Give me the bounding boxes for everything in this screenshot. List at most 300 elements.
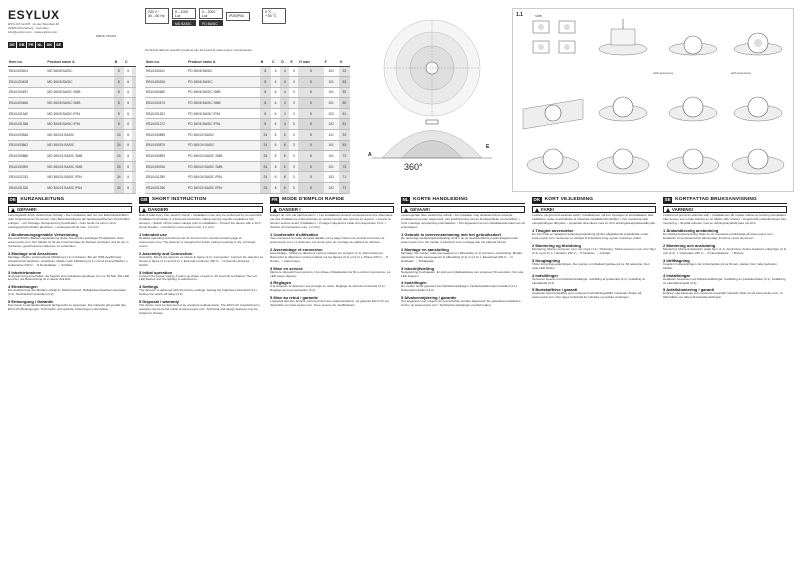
table-row [145,87,350,98]
table-cell: EB10431289 [145,172,187,183]
ceiling-mount-4 [734,97,782,121]
column-title: KORTFATTAD BRUKSANVISNING [675,197,757,202]
language-code: FR [271,196,278,202]
language-code: DK [533,196,541,202]
table-row [8,108,136,119]
table-cell: EB10430466 [8,98,46,109]
section-text: Connect the power supply. A warm-up phase of approx. 60 seconds is initiated. The red LED flashes and the lighting is switched on. [139,273,257,282]
section-heading: 3 Initial operation [139,269,173,275]
table-cell: EB10430862 [8,140,46,151]
column-header [8,196,132,204]
junction-box [533,21,575,53]
table-cell: 101 [324,140,339,151]
table-header: Product name A [187,58,260,66]
table-cell: PD 360/24 BASIC [187,140,260,151]
table-cell: PD 360/8 BASIC SMB [187,98,260,109]
table-cell: PD 360/24 BASIC SMB [187,151,260,162]
table-cell: 4 [280,98,289,109]
table-cell: 6 [124,119,132,130]
table-cell: 3 [289,151,298,162]
language-code: NL [37,43,43,47]
language-column-nl [401,196,525,562]
table-cell: 5 [298,140,324,151]
brand-logo: ESYLUX [8,8,60,22]
warning-icon [273,208,277,212]
table-cell: 33 [339,87,350,98]
section-heading: 2 Montage und Anschluss [8,250,58,256]
table-cell: MD 360/24 BASIC IP54 [46,183,113,194]
warning-bar [401,206,525,213]
table-cell: MD 360/8 BASIC SMB [46,87,113,98]
table-cell: 53 [339,77,350,88]
dimension-label-a: A [368,152,372,158]
section-text: Netzspannung einschalten. Es beginnt eine Initialisierungsphase von ca. 60 Sek. Die LED leuchtet, die Beleuchtung ist in dieser Zeit EIN. [8,273,130,282]
section-heading: 5 Disposal / warranty [139,299,180,305]
table-cell: 6 [271,108,280,119]
section-heading: 5 Mise au rebut / garantie [270,295,319,301]
section-text: Sensoren leveres med fabriksindstillinger. Indstilling af lystærskel (3.1). Indstilling af efterløbstid (3.2). [532,276,645,285]
product-table-md [8,58,136,194]
table-cell: 4 [280,77,289,88]
table-cell: 24 [260,151,271,162]
table-cell: 6 [271,66,280,77]
table-header: F [324,58,339,66]
warning-text: FARE! [541,207,555,212]
language-column-se [663,196,787,562]
table-cell: PD 360/24 BASIC [187,130,260,141]
column-header [401,196,525,204]
warning-text: GEVAAR! [410,207,430,212]
table-cell [132,87,136,98]
section-heading: 2 Montering og tilslutning [532,242,581,248]
section-text: Risk of fatal injury from electric shock! • Installation must only be performed by an electrical installation technician or a licensed electrician, taking country-specific regulations into account. • Switch off the mains voltage prior to installation. • Protect the device with a 10 A circuit breaker. • Conductor cross-section max. 1.2 mm². [139,213,262,229]
section-heading: 2 Assembly and Connection [139,250,193,256]
section-heading: 1 Tilsigtet anvendelse [532,227,574,233]
table-cell: 6 [124,66,132,77]
table-cell: EB10430848 [8,130,46,141]
table-row [145,151,350,162]
dimension-label-e: E [486,144,490,150]
table-cell: 6 [124,108,132,119]
table-cell: 101 [324,130,339,141]
table-cell: MD 360/24 BASIC SMB [46,151,113,162]
ceiling-mount-5 [527,149,579,174]
section-heading: 1 Ändamålsenlig användning [663,227,719,233]
table-cell: 6 [280,183,289,194]
table-cell: 6 [280,161,289,172]
table-cell: 71 [339,183,350,194]
mounting-step-3 [734,33,782,55]
table-cell: 8 [260,87,271,98]
spec-variant-a: MD BASIC [172,20,196,26]
table-cell [132,108,136,119]
table-row [8,172,136,183]
table-header: C [271,58,280,66]
section-heading: 3 Inbetriebnahme [8,269,42,275]
table-cell: 8 [260,108,271,119]
warning-text: DANGER! [148,207,169,212]
table-cell: EB10431326 [8,183,46,194]
table-cell: EB10430480 [145,87,187,98]
table-cell: 24 [114,130,124,141]
column-body [8,214,132,312]
table-cell: 8 [124,172,132,183]
section-heading: 1 Conformité d'utilisation [270,231,319,237]
address-line: 22926 Ahrensburg · Germany [8,26,49,31]
section-text: Vous trouverez le mode d'emploi détaillé sur la page internet du produit concerné sur www.esylux.com. Le détecteur est conçu pour un montage au plafond en intérieur. [270,235,385,244]
table-cell: 102 [324,108,339,119]
section-text: De uitvoerige bedieningshandleiding vindt u op de desbetreffende productpagina onder www.esylux.com. De melder is bestemd voor montage aan het plafond binnen. [401,235,519,244]
table-cell: 24 [260,140,271,151]
table-row [145,119,350,130]
table-cell: 6 [271,77,280,88]
table-cell: 3 [289,66,298,77]
section-heading: 2 Montering och anslutning [663,242,716,248]
table-cell: 5 [298,172,324,183]
table-cell: 8 [114,66,124,77]
table-cell: PD 360/8 BASIC SMB [187,87,260,98]
table-cell: 3 [289,77,298,88]
section-text: Montering: Monter sensoren som vist i figur (1.1). Tilslutning: Tilslut sensoren som vist i figur (2.1) og (2.2). L Yderleder 230 V~ · N Nulleder · ↓ Kontakt. [532,246,656,255]
table-cell: 24 [114,183,124,194]
table-row [145,66,350,77]
warning-icon [11,208,15,212]
table-cell: 5 [298,77,324,88]
table-cell: 3 [289,161,298,172]
table-cell: 24 [114,161,124,172]
language-code: NL [402,196,409,202]
table-cell: 5 [298,130,324,141]
table-cell: 6 [280,130,289,141]
table-cell: 51 [339,108,350,119]
language-code: DE [9,43,15,47]
column-header [663,196,787,204]
column-title: KORT VEJLEDNING [544,197,594,202]
section-heading: 4 Réglages [270,280,292,286]
spec-ip: IP20/IP54 [226,12,250,21]
ceiling-mount-3 [669,97,717,121]
column-title: MODE D'EMPLOI RAPIDE [282,197,345,202]
column-header [270,196,394,204]
table-cell: MD 360/8 BASIC IP54 [46,119,113,130]
address-block [8,22,78,34]
table-cell: 5 [298,151,324,162]
table-cell: 3 [289,140,298,151]
section-text: Das Gerät ist als Elektroaltgerät fachgerecht zu entsorgen. Die Garantie gilt gemäß den ESYLUX-Bedingungen. Technische und optische Änderungen vorbehalten. [8,303,127,312]
accessory-label: with accessory [653,71,674,75]
table-cell: 6 [271,119,280,130]
section-text: Detailed operating instructions can be found on the relevant product page at www.esylux.com. The detector is designed for indoor ceiling mounting in dry, enclosed rooms. [139,235,256,248]
detection-zone-side [372,120,492,158]
warning-bar [8,206,132,213]
section-text: Assemblage : Monter le détecteur comme indiqué sur la figure (1.1). Raccordement : Raccorder le détecteur comme indiqué sur les figures (2.1) et (2.2). L Phase 230 V~ · N Neutre · ↓ Interrupteur. [270,250,389,263]
table-cell: 3 [289,172,298,183]
section-text: The detector is delivered with the factory settings. Setting the brightness threshold (3.1). Setting the switch-off delay (3.2). [139,288,258,297]
table-cell: EB10430879 [145,140,187,151]
section-text: Mettre le dispositif sous tension. Une phase d'initialisation de 60 s environ commence. La LED rouge clignote. [270,269,391,278]
table-row [8,119,136,130]
table-header: Product name A [46,58,113,66]
table-cell: 3 [289,98,298,109]
section-heading: 3 Inbedrijfstelling [401,265,435,271]
table-cell: 8 [260,66,271,77]
table-row [145,108,350,119]
table-header: D [280,58,289,66]
table-cell: EB10431340 [8,108,46,119]
warning-bar [139,206,263,213]
column-body [270,214,394,308]
language-code: GB [140,196,148,202]
warning-icon [404,208,408,212]
warning-icon [535,208,539,212]
table-row [145,183,350,194]
section-heading: 5 Afvalverwijdering / garantie [401,295,457,301]
section-heading: 1 Gebruik in overeenstemming met het gebruiksdoel [401,231,501,237]
table-cell: 6 [124,98,132,109]
section-text: The device must be disposed of as unsorted residual waste. The ESYLUX manufacturer's warranty can be found online at www.esylux.com. Technical and design features may be subject to change. [139,303,260,316]
language-column-de [8,196,132,562]
section-text: À la livraison, le détecteur est préréglé en usine. Réglage du seuil de luminosité (3.1). Réglage de la temporisation (3.2). [270,284,386,293]
section-text: Apparatet skal bortskaffes som usorteret husholdningsaffald. Garantien findes på www.esylux.com. Der tages forbehold for tekniske og optiske ændringer. [532,291,642,300]
table-row [8,161,136,172]
table-cell: 51 [339,119,350,130]
column-title: KORTE HANDLEIDING [413,197,468,202]
spec-note: Technical data for specific products can be found at www.esylux.com/products [145,48,252,52]
section-text: De melder wordt geleverd met fabrieksinstellingen. Helderheidsdrempel instellen (3.1). Nalooptijd instellen (3.2). [401,284,518,293]
section-heading: 5 Avfallshantering / garanti [663,287,715,293]
table-cell: 5 [298,66,324,77]
table-cell: 8 [124,161,132,172]
warning-text: DANGER ! [279,207,301,212]
detection-zone-top [384,20,480,116]
table-row [8,130,136,141]
warning-icon [142,208,146,212]
section-heading: 3 Mise en service [270,265,303,271]
table-cell: EB10431296 [145,183,187,194]
table-cell: 6 [124,77,132,88]
table-cell: MD 360/24 BASIC [46,140,113,151]
ceiling-mount-7 [667,149,719,174]
table-cell: 8 [260,119,271,130]
table-cell: EB10430855 [145,130,187,141]
language-code: SE [664,196,671,202]
table-cell: 6 [271,98,280,109]
spec-lux-a: 5 – 1000 Lux [172,8,196,19]
table-cell: 102 [324,172,339,183]
table-row [8,87,136,98]
table-cell: 5 [298,161,324,172]
table-header: C [124,58,132,66]
table-cell: 4 [280,108,289,119]
table-cell [132,98,136,109]
section-text: Montering: Montera detektorn enligt figur (1.1). Anslutning: Anslut detektorn enligt figur (2.1) och (2.2). L Ytterledare 230 V~ · N Neutralledare · ↓ Brytare. [663,246,787,255]
installation-panel [512,8,794,192]
language-bar [8,42,63,48]
warning-bar [663,206,787,213]
table-header: E [289,58,298,66]
table-row [145,98,350,109]
table-cell: EB10431333 [8,172,46,183]
table-cell: 53 [339,140,350,151]
section-text: Livsfara på grund av elektrisk stöt! • Installationen får endast utföras av behörig elinstallatör eller person som under ledning av en sådan utför arbetet. • Koppla ifrån nätspänningen före montering. • Skydda enheten med en ledningsskyddsbrytare på 10 A. [663,213,787,225]
table-cell: EB10430404 [8,66,46,77]
table-cell: 5 [298,183,324,194]
table-cell [132,151,136,162]
section-text: L'appareil doit être éliminé conformément aux réglementations. La garantie ESYLUX est disponible sur www.esylux.com. Sous réserve de modifications. [270,299,389,308]
table-cell [132,66,136,77]
table-cell: 8 [114,108,124,119]
table-cell: 102 [324,183,339,194]
table-cell: MD 360/8 BASIC [46,66,113,77]
table-cell: EB10431272 [145,119,187,130]
language-code: DK [46,43,53,47]
table-row [145,130,350,141]
table-cell: 101 [324,77,339,88]
section-text: Netspanning inschakelen. Er start een initialisatiefase van ongeveer 60 seconden. De rode LED knippert. [401,269,524,278]
table-cell: PD 360/24 BASIC IP54 [187,172,260,183]
table-header [132,58,136,66]
table-cell: 101 [324,151,339,162]
section-text: Het apparaat moet volgens de voorschriften worden afgevoerd. De garantievoorwaarden vindt u op www.esylux.com. Technische wijzigingen voorbehouden. [401,299,521,308]
table-cell [132,161,136,172]
column-body [663,214,787,300]
table-row [8,66,136,77]
table-cell: 4 [280,87,289,98]
warning-icon [666,208,670,212]
table-cell: 73 [339,151,350,162]
table-cell: PD 360/8 BASIC [187,66,260,77]
table-row [8,183,136,194]
table-cell: MD 360/8 BASIC SMB [46,98,113,109]
table-row [8,140,136,151]
spec-temperature: 0 °C … + 50 °C [262,8,286,24]
table-cell: 8 [260,77,271,88]
table-cell: EB10430886 [8,151,46,162]
table-cell: 3 [289,119,298,130]
mounting-step-1 [599,19,647,55]
table-row [145,140,350,151]
table-cell: 5 [298,108,324,119]
table-cell: 102 [324,119,339,130]
table-cell: PD 360/8 BASIC IP54 [187,108,260,119]
table-cell: 4 [280,119,289,130]
table-cell: MD 360/8 BASIC [46,77,113,88]
table-cell: PD 360/24 BASIC SMB [187,161,260,172]
section-heading: 4 Inställningar [663,272,691,278]
table-row [145,172,350,183]
table-cell: 24 [114,172,124,183]
detection-diagram [362,8,502,190]
table-cell: 8 [124,130,132,141]
table-cell [132,183,136,194]
table-cell: MD 360/24 BASIC SMB [46,161,113,172]
table-cell [132,77,136,88]
table-cell: MD 360/8 BASIC IP54 [46,108,113,119]
ceiling-mount-6 [597,149,649,174]
column-header [532,196,656,204]
table-cell: EB10431358 [8,119,46,130]
column-header [139,196,263,204]
table-header: G [339,58,350,66]
table-cell: 8 [271,130,280,141]
table-header: Item no. [145,58,187,66]
table-cell: 24 [114,140,124,151]
table-cell: EB10430428 [8,77,46,88]
section-text: En utförlig bruksanvisning hittar du på respektive produktsida på www.esylux.com. Detektorn är konstruerad för takmontage inomhus i torra utrymmen. [663,231,774,240]
table-cell: 8 [124,151,132,162]
table-header: H max [298,58,324,66]
table-cell: 8 [114,87,124,98]
language-code: SE [56,43,62,47]
section-text: Livsfare, på grund af elektrisk stød! • Installationen må kun foretages af elinstallatører eller elektrikere under overholdelse af nationale installationsforskrifter. • Før montering skal netspændingen afbrydes. • Apparatet skal sikres med en 10 A ledningsbeskyttelsesafbryder. [532,213,656,225]
table-cell: 6 [124,87,132,98]
spec-voltage: 230 V ~ 50 – 60 Hz [145,8,169,24]
table-cell: 4 [280,66,289,77]
table-cell: 24 [260,172,271,183]
warning-bar [270,206,394,213]
table-cell: EB10431302 [145,108,187,119]
column-title: SHORT INSTRUCTION [151,197,207,202]
table-cell: 8 [260,98,271,109]
table-cell: 8 [271,151,280,162]
table-cell: 8 [114,119,124,130]
column-body [532,214,656,300]
table-cell: 101 [324,87,339,98]
table-cell: 3 [289,183,298,194]
section-heading: 5 Entsorgung / Garantie [8,299,54,305]
table-cell: 5 [298,119,324,130]
language-code: GB [18,43,25,47]
table-cell: EB10430916 [145,161,187,172]
section-heading: 1 Bestimmungsgemäße Verwendung [8,231,78,237]
angle-label: 360° [404,162,423,172]
table-cell: 8 [114,77,124,88]
table-header: B [114,58,124,66]
accessory-label: with accessory [731,71,752,75]
ceiling-mount-1 [523,99,583,129]
table-header: B [260,58,271,66]
table-row [8,151,136,162]
section-heading: 4 Einstellungen [8,284,38,290]
table-cell: EB10430909 [8,161,46,172]
column-body [401,214,525,308]
warning-text: GEFAHR! [17,207,37,212]
column-title: KURZANLEITUNG [20,197,65,202]
table-row [145,161,350,172]
address-line: info@esylux.com · www.esylux.com [8,30,58,35]
section-text: Montage: Melder entsprechend Abbildung (1.1) montieren. Bei der IP54-Ausführung Zusatzschutz beachten. Anschluss: Melder nach Abbildung (2.1) und (2.2) anschließen. L Außenleiter 230 V~ · N Neutralleiter · ↓ Schalter. [8,254,129,267]
section-text: Koppla in nätspänningen. En initieringsfas på ca 60 sek. startas. Den röda lysdioden blinkar. [663,261,777,270]
table-cell: 101 [324,98,339,109]
table-cell [132,172,136,183]
ceiling-mount-2 [599,97,647,121]
section-heading: 4 Instellingen [401,280,427,286]
table-cell: 50 [339,98,350,109]
table-cell: 73 [339,161,350,172]
section-heading: 2 Assemblage et connexion [270,246,323,252]
table-cell: 3 [289,87,298,98]
table-cell: 33 [339,66,350,77]
warning-text: VARNING! [672,207,694,212]
product-table-pd [145,58,350,194]
section-text: Assembly: Mount the detector as shown in figure (1.1). Connection: Connect the detector as shown in figure (2.1) and (2.2). L External conductor 230 V~ · N Neutral conductor · ↓ Switch. [139,254,263,267]
table-cell: 8 [271,172,280,183]
installation-drawing [513,9,795,193]
section-heading: 3 Idrifttagning [663,257,690,263]
table-cell: EB10430411 [145,66,187,77]
section-text: Lebensgefahr durch elektrischen Schlag! • Die Installation darf nur von Elektrofachkräften oder Unterwiesenen Personen unter Berücksichtigung der landesspezifischen Vorschriften erfolgen. • Vor Montage Netzspannung freischalten. • Das Gerät mit einem 10-A-Leitungsschutzschalter absichern. • Leiterquerschnitt max. 1,2 mm². [8,213,130,229]
section-text: Levensgevaar door elektrische schok! • De installatie mag uitsluitend door erkende installateurs worden uitgevoerd, met inachtneming van de landspecifieke voorschriften. • Vóór montage netspanning uitschakelen. • Het apparaat met een installatieautomaat van 10 A beveiligen. [401,213,525,229]
